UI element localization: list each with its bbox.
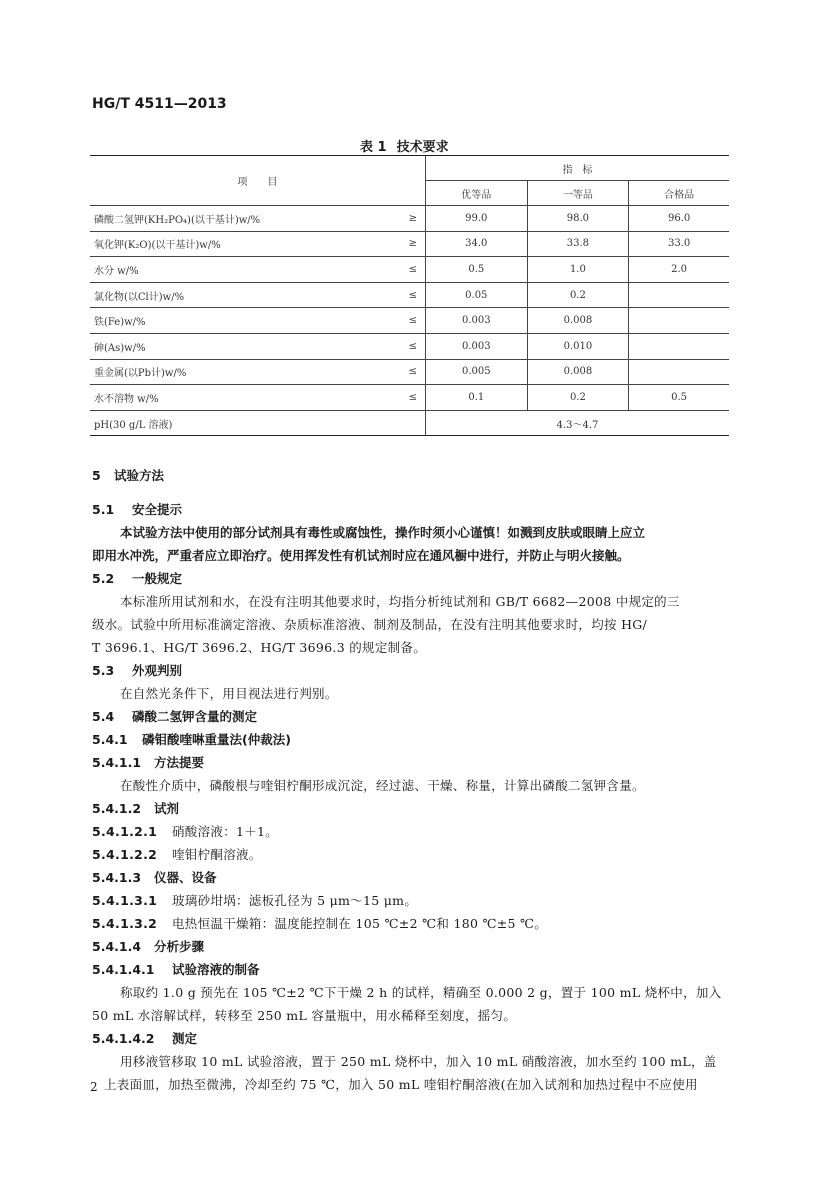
section-number: 5.4.1.4.1	[92, 962, 155, 977]
section-number: 5.4.1.3.2	[92, 916, 158, 931]
section-heading-5-3	[92, 661, 182, 679]
general-paragraph-line-2: 级水。试验中所用标准滴定溶液、杂质标准溶液、制剂及制品，在没有注明其他要求时，均按 HG/	[92, 617, 648, 632]
section-title: 磷酸二氢钾含量的测定	[132, 709, 258, 724]
table-row	[90, 385, 729, 411]
table-header-grade-qualified: 合格品	[629, 181, 729, 206]
table-cell-symbol: ≤	[368, 359, 426, 385]
table-cell-symbol: ≥	[368, 231, 426, 257]
table-row	[90, 257, 729, 283]
table-cell-value: 33.8	[527, 231, 629, 257]
table-cell-value: 96.0	[629, 206, 729, 232]
section-title: 试剂	[154, 801, 180, 816]
section-number: 5.4.1.3.1	[92, 893, 158, 908]
section-number: 5.4.1.2.2	[92, 847, 158, 862]
section-title: 喹钼柠酮溶液。	[172, 847, 262, 862]
section-heading-5-4-1-4-2	[92, 1029, 197, 1047]
section-heading-5-4-1-1	[92, 753, 204, 771]
section-heading-5-1	[92, 500, 182, 518]
table-cell-item: 氧化钾(K₂O)(以干基计)w/%	[90, 231, 368, 257]
table-cell-value: 0.1	[426, 385, 528, 411]
table-cell-value: 0.5	[426, 257, 528, 283]
reagent-item-quimociac	[92, 845, 262, 863]
section-title: 电热恒温干燥箱：温度能控制在 105 ℃±2 ℃和 180 ℃±5 ℃。	[172, 916, 548, 931]
table-cell-value: 0.008	[527, 308, 629, 334]
general-paragraph-line-1: 本标准所用试剂和水，在没有注明其他要求时，均指分析纯试剂和 GB/T 6682—2008 中规定的三	[120, 594, 680, 609]
section-title: 外观判别	[132, 663, 183, 678]
section-number: 5.4.1.4	[92, 939, 142, 954]
section-title: 磷钼酸喹啉重量法(仲裁法)	[142, 732, 291, 747]
table-caption-title: 技术要求	[396, 140, 449, 155]
table-header-grade-premium: 优等品	[426, 181, 528, 206]
table-row	[90, 206, 729, 232]
table-cell-item: 氯化物(以Cl计)w/%	[90, 282, 368, 308]
table-header-grade-first: 一等品	[527, 181, 629, 206]
section-title: 试验溶液的制备	[172, 962, 260, 977]
table-cell-value	[629, 282, 729, 308]
table-cell-symbol: ≤	[368, 282, 426, 308]
table-cell-value: 0.010	[527, 333, 629, 359]
table-cell-value	[629, 333, 729, 359]
section-heading-5-4-1-2	[92, 799, 179, 817]
general-paragraph-line-3: T 3696.1、HG/T 3696.2、HG/T 3696.3 的规定制备。	[92, 640, 427, 655]
table-cell-value: 0.008	[527, 359, 629, 385]
table-header-index: 指 标	[426, 156, 730, 181]
section-number: 5.4.1	[92, 732, 128, 747]
section-heading-5-4-1-4	[92, 937, 204, 955]
section-heading-5	[92, 466, 164, 484]
principle-paragraph: 在酸性介质中，磷酸根与喹钼柠酮形成沉淀，经过滤、干燥、称量，计算出磷酸二氢钾含量。	[120, 778, 645, 793]
table-cell-value: 99.0	[426, 206, 528, 232]
table-header-item: 项 目	[90, 156, 426, 206]
table-cell-value: 33.0	[629, 231, 729, 257]
table-cell-item: 水分 w/%	[90, 257, 368, 283]
table-cell-value: 0.5	[629, 385, 729, 411]
section-heading-5-4-1-4-1	[92, 960, 260, 978]
section-number: 5.4.1.2	[92, 801, 142, 816]
safety-paragraph-line-1: 本试验方法中使用的部分试剂具有毒性或腐蚀性，操作时须小心谨慎！如溅到皮肤或眼睛上应立	[120, 525, 646, 540]
section-title: 硝酸溶液：1＋1。	[172, 824, 279, 839]
table-cell-value: 0.05	[426, 282, 528, 308]
determination-paragraph-line-2: 上表面皿，加热至微沸，冷却至约 75 ℃，加入 50 mL 喹钼柠酮溶液(在加入试剂和加热过程中不应使用	[104, 1077, 698, 1092]
technical-requirements-table	[90, 155, 729, 436]
section-number: 5.1	[92, 502, 115, 517]
section-title: 分析步骤	[154, 939, 205, 954]
table-cell-value: 98.0	[527, 206, 629, 232]
table-row	[90, 282, 729, 308]
table-row	[90, 231, 729, 257]
table-cell-value: 0.2	[527, 282, 629, 308]
section-heading-5-4-1-3	[92, 868, 217, 886]
table-cell-value: 1.0	[527, 257, 629, 283]
table-cell-symbol	[368, 410, 426, 436]
table-cell-value: 34.0	[426, 231, 528, 257]
table-cell-item: 铁(Fe)w/%	[90, 308, 368, 334]
table-row	[90, 308, 729, 334]
table-cell-item: 水不溶物 w/%	[90, 385, 368, 411]
section-title: 安全提示	[132, 502, 183, 517]
table-cell-value: 0.005	[426, 359, 528, 385]
table-header-row	[90, 156, 729, 181]
apparatus-item-oven	[92, 914, 547, 932]
section-heading-5-4-1	[92, 730, 291, 748]
table-cell-symbol: ≤	[368, 308, 426, 334]
table-cell-item: pH(30 g/L 溶液)	[90, 410, 368, 436]
apparatus-item-crucible	[92, 891, 417, 909]
table-cell-value-merged: 4.3～4.7	[426, 410, 730, 436]
section-title: 测定	[172, 1031, 198, 1046]
table-cell-value	[629, 308, 729, 334]
table-cell-value: 2.0	[629, 257, 729, 283]
section-number: 5	[92, 468, 101, 483]
section-title: 试验方法	[114, 468, 165, 483]
table-caption	[360, 136, 449, 155]
section-heading-5-4	[92, 707, 257, 725]
preparation-paragraph-line-1: 称取约 1.0 g 预先在 105 ℃±2 ℃下干燥 2 h 的试样，精确至 0.000 2 g，置于 100 mL 烧杯中，加入	[120, 985, 722, 1000]
determination-paragraph-line-1: 用移液管移取 10 mL 试验溶液，置于 250 mL 烧杯中，加入 10 mL 硝酸溶液，加水至约 100 mL，盖	[120, 1054, 717, 1069]
section-title: 玻璃砂坩埚：滤板孔径为 5 μm～15 μm。	[172, 893, 418, 908]
table-cell-symbol: ≥	[368, 206, 426, 232]
section-heading-5-2	[92, 569, 182, 587]
table-caption-number: 表 1	[360, 140, 387, 155]
preparation-paragraph-line-2: 50 mL 水溶解试样，转移至 250 mL 容量瓶中，用水稀释至刻度，摇匀。	[92, 1008, 517, 1023]
table-cell-value	[629, 359, 729, 385]
table-row	[90, 410, 729, 436]
table-cell-item: 重金属(以Pb计)w/%	[90, 359, 368, 385]
section-number: 5.4.1.4.2	[92, 1031, 155, 1046]
table-cell-symbol: ≤	[368, 333, 426, 359]
table-row	[90, 333, 729, 359]
table-cell-symbol: ≤	[368, 385, 426, 411]
appearance-paragraph: 在自然光条件下，用目视法进行判别。	[120, 686, 338, 701]
reagent-item-nitric-acid	[92, 822, 278, 840]
section-title: 方法提要	[154, 755, 205, 770]
section-number: 5.4.1.2.1	[92, 824, 158, 839]
section-number: 5.4.1.3	[92, 870, 142, 885]
table-cell-value: 0.003	[426, 308, 528, 334]
table-cell-value: 0.003	[426, 333, 528, 359]
table-cell-item: 砷(As)w/%	[90, 333, 368, 359]
table-cell-value: 0.2	[527, 385, 629, 411]
section-title: 仪器、设备	[154, 870, 217, 885]
table-cell-symbol: ≤	[368, 257, 426, 283]
section-number: 5.2	[92, 571, 115, 586]
section-number: 5.3	[92, 663, 115, 678]
section-number: 5.4	[92, 709, 115, 724]
section-title: 一般规定	[132, 571, 183, 586]
table-row	[90, 359, 729, 385]
section-number: 5.4.1.1	[92, 755, 142, 770]
standard-number-header: HG/T 4511—2013	[92, 96, 227, 112]
page-number: 2	[90, 1080, 98, 1094]
safety-paragraph-line-2: 即用水冲洗，严重者应立即治疗。使用挥发性有机试剂时应在通风橱中进行，并防止与明火接触。	[92, 548, 630, 563]
table-cell-item: 磷酸二氢钾(KH₂PO₄)(以干基计)w/%	[90, 206, 368, 232]
